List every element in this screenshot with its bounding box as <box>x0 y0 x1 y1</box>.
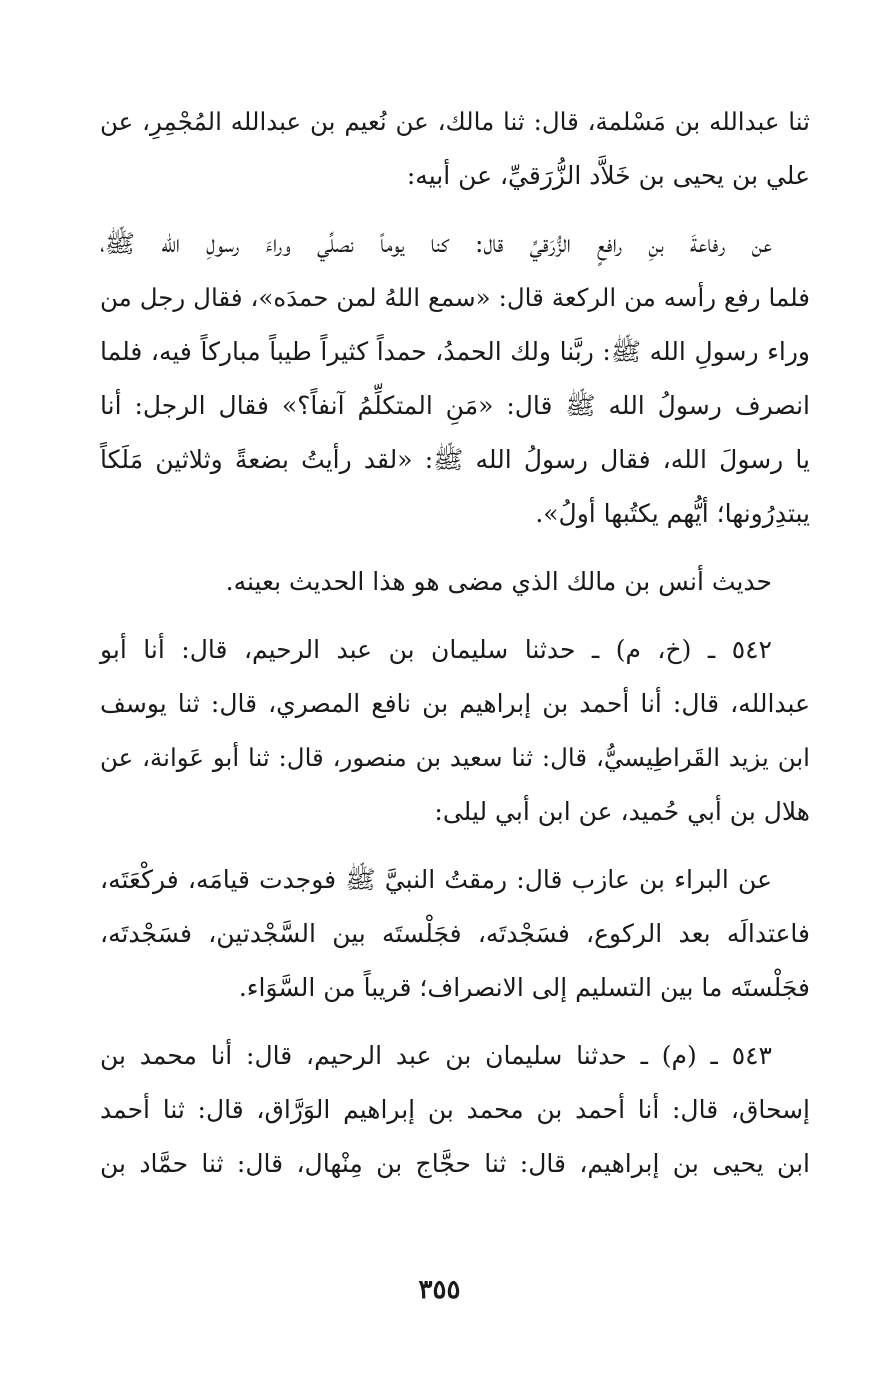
text-line: يبتدِرُونها؛ أيُّهم يكتُبها أولُ». <box>535 499 810 528</box>
paragraph-hadith-542-isnad <box>100 623 810 839</box>
paragraph-hadith-rifaa <box>100 217 810 541</box>
text-line: ابن يحيى بن إبراهيم، قال: ثنا حجَّاج بن مِنْهال، قال: ثنا حمَّاد بن <box>100 1149 810 1178</box>
text-line: علي بن يحيى بن خَلاَّد الزُّرَقيِّ، عن أبيه: <box>406 161 810 190</box>
text-line: عن رفاعةَ بنِ رافعٍ الزُّرَقيِّ قال: كنا يوماً نصلِّي وراءَ رسولِ الله ﷺ، <box>100 229 772 258</box>
text-line: هلال بن أبي حُميد، عن ابن أبي ليلى: <box>434 797 810 826</box>
page-body <box>100 95 810 1191</box>
paragraph-hadith-543-isnad <box>100 1029 810 1191</box>
text-line: عبدالله، قال: أنا أحمد بن إبراهيم بن نافع المصري، قال: ثنا يوسف <box>100 689 810 718</box>
paragraph-note-anas <box>100 555 810 609</box>
text-line: فلما رفع رأسه من الركعة قال: «سمع اللهُ لمن حمدَه»، فقال رجل من <box>100 283 810 312</box>
text-line: انصرف رسولُ الله ﷺ قال: «مَنِ المتكلِّمُ آنفاً؟» فقال الرجل: أنا <box>100 391 810 420</box>
text-line: ثنا عبدالله بن مَسْلمة، قال: ثنا مالك، عن نُعيم بن عبدالله المُجْمِرِ، عن <box>100 107 810 136</box>
text-line: فاعتدالَه بعد الركوع، فسَجْدتَه، فجَلْستَه بين السَّجْدتين، فسَجْدتَه، <box>100 919 810 948</box>
text-line: ابن يزيد القَراطِيسيُّ، قال: ثنا سعيد بن منصور، قال: ثنا أبو عَوانة، عن <box>100 743 810 772</box>
text-line: ٥٤٢ ـ (خ، م) ـ حدثنا سليمان بن عبد الرحيم، قال: أنا أبو <box>100 635 772 664</box>
text-line: فجَلْستَه ما بين التسليم إلى الانصراف؛ قريباً من السَّوَاء. <box>238 973 810 1002</box>
text-line: ٥٤٣ ـ (م) ـ حدثنا سليمان بن عبد الرحيم، قال: أنا محمد بن <box>100 1041 772 1070</box>
text-line: حديث أنس بن مالك الذي مضى هو هذا الحديث بعينه. <box>225 567 772 596</box>
text-line: يا رسولَ الله، فقال رسولُ الله ﷺ: «لقد رأيتُ بضعةً وثلاثين مَلَكاً <box>100 445 810 474</box>
page-number: ٣٥٥ <box>418 1275 461 1305</box>
text-line: إسحاق، قال: أنا أحمد بن محمد بن إبراهيم الوَرَّاق، قال: ثنا أحمد <box>100 1095 810 1124</box>
text-line: وراء رسولِ الله ﷺ: ربَّنا ولك الحمدُ، حمداً كثيراً طيباً مباركاً فيه، فلما <box>100 337 810 366</box>
text-line: عن البراء بن عازب قال: رمقتُ النبيَّ ﷺ فوجدت قيامَه، فركْعَتَه، <box>100 865 772 894</box>
paragraph-isnad-intro <box>100 95 810 203</box>
paragraph-hadith-baraa <box>100 853 810 1015</box>
